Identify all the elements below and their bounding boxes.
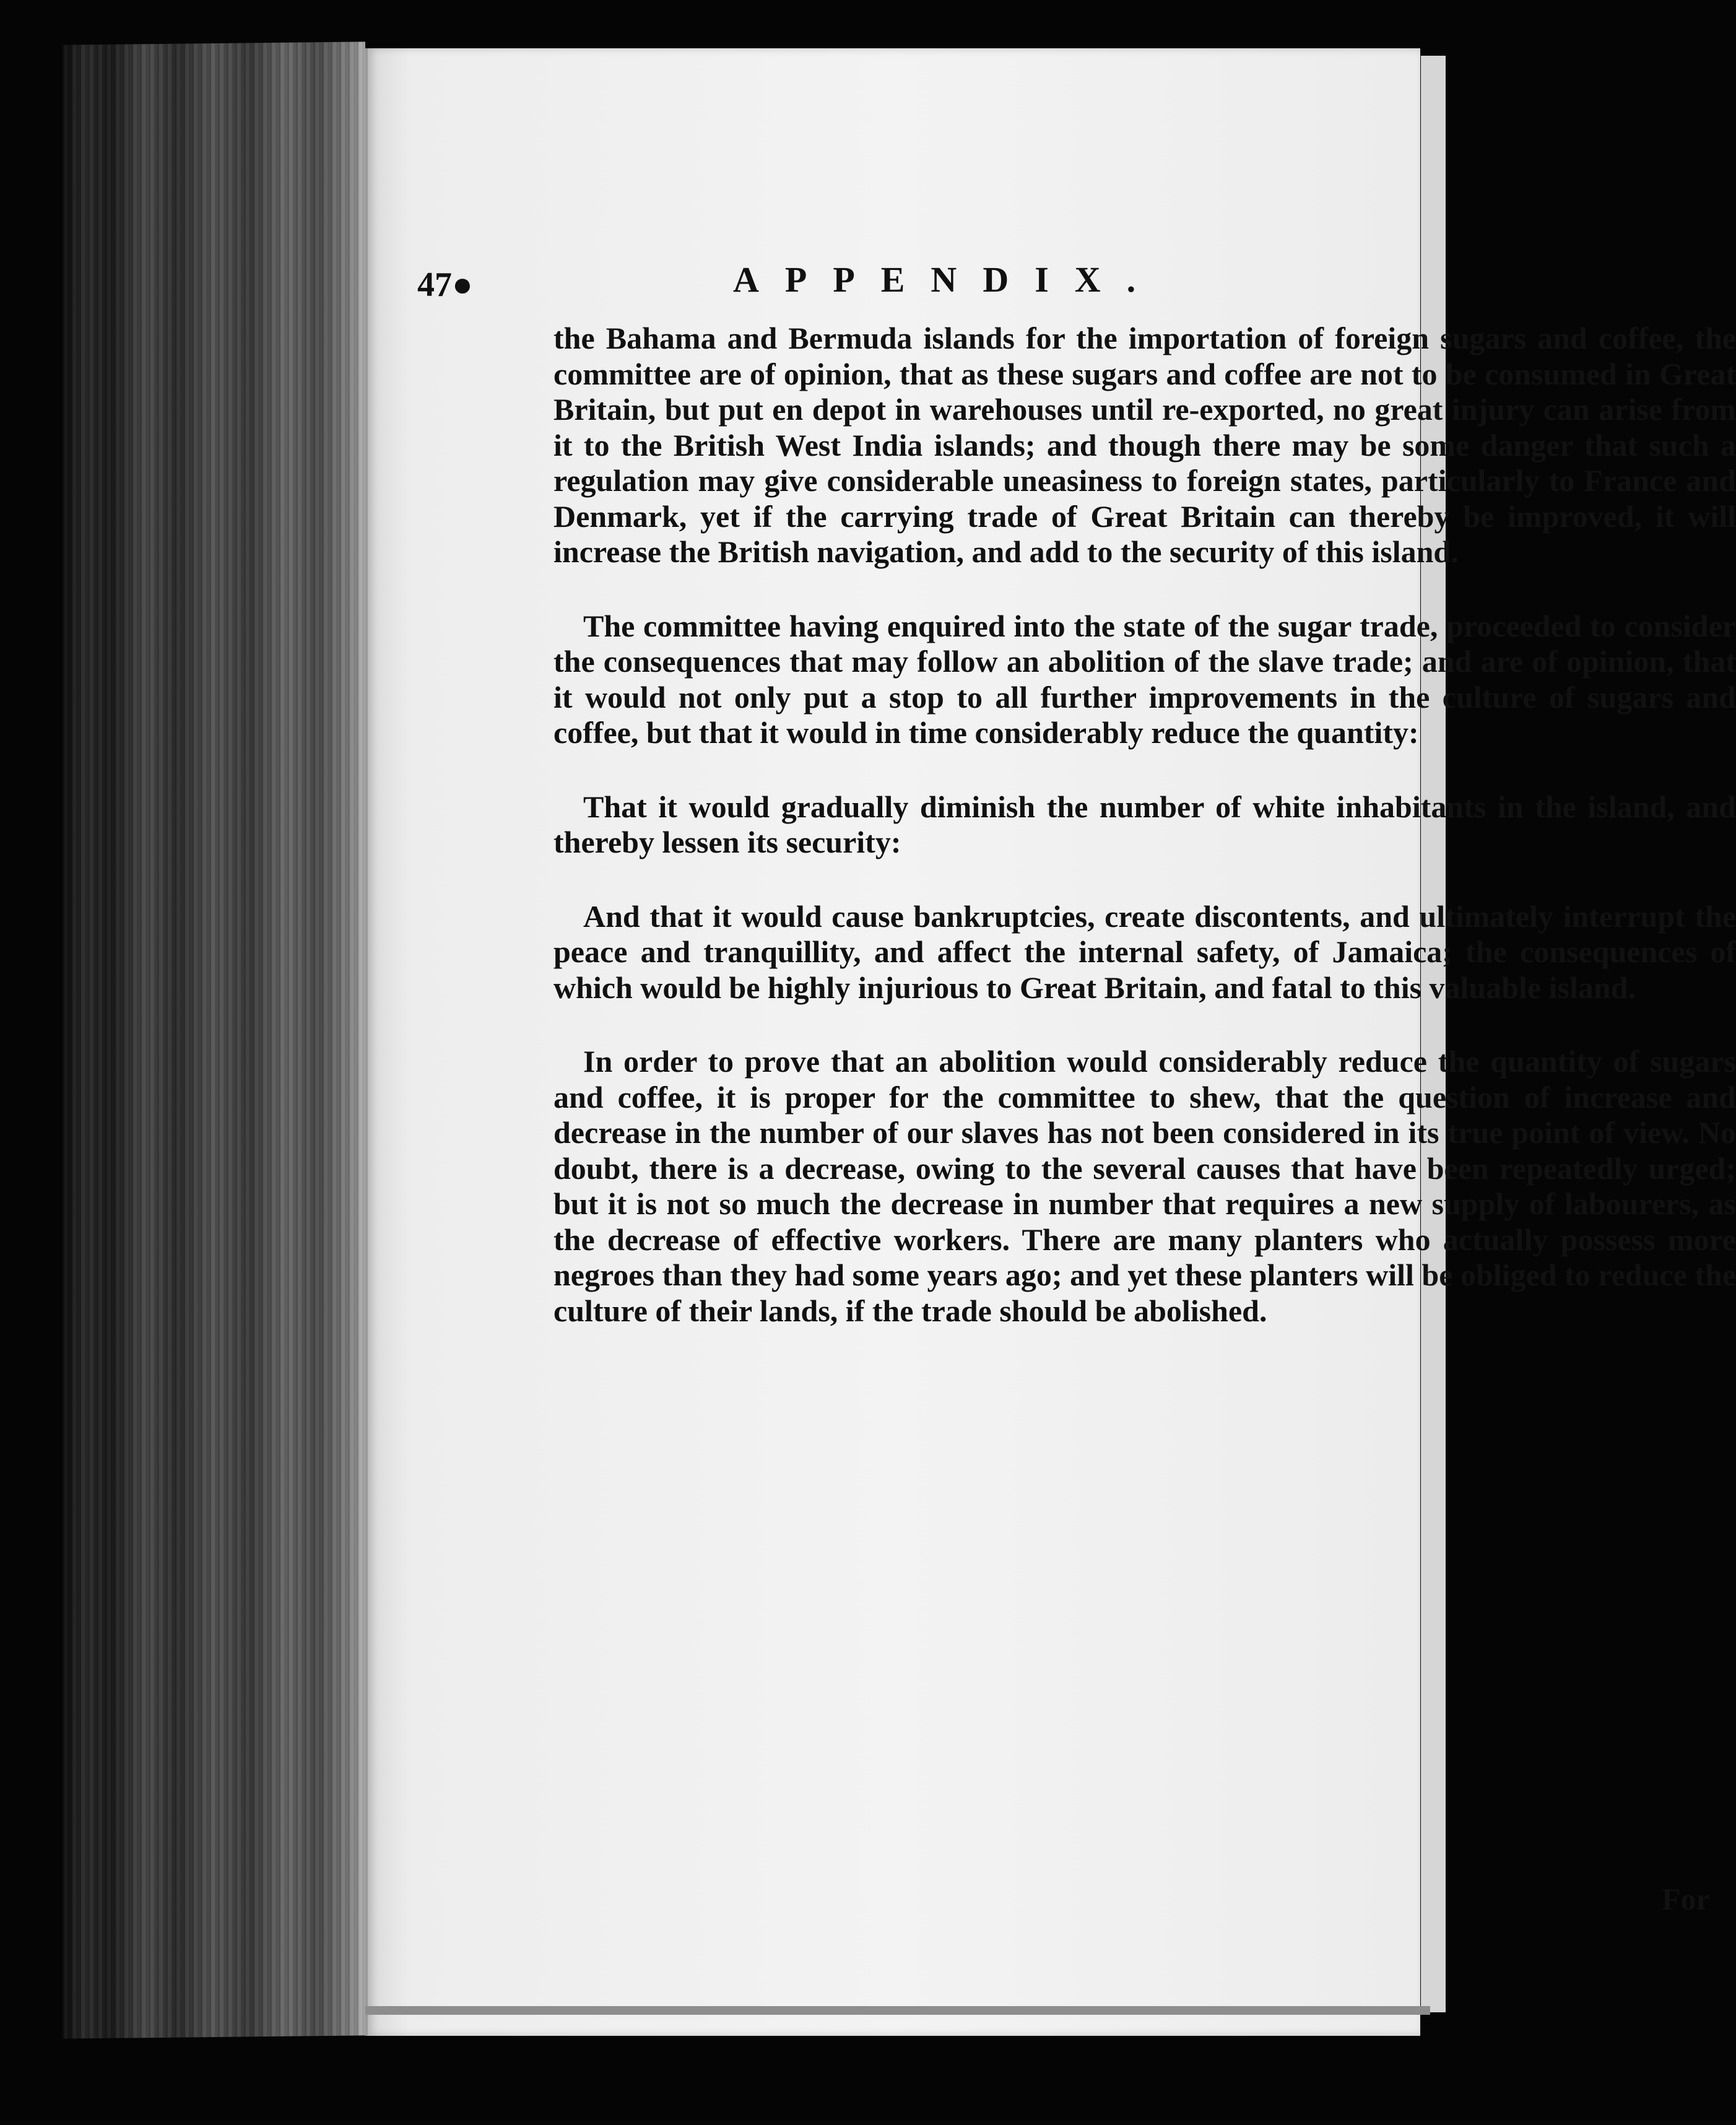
book-edge (62, 41, 365, 2038)
paragraph-2: The committee having enquired into the state of the sugar trade, proceeded to consider the consequences that may follow an abolition of the slave trade; and are of opinion, that it would not only put a stop to all further improvements in the culture of sugars and coffee, but that it would in time considerably reduce the quantity: (553, 608, 1736, 750)
page-bottom-edge (365, 2006, 1430, 2015)
catchword: For (1662, 1882, 1710, 1916)
book-page (365, 48, 1736, 2036)
paragraph-1: the Bahama and Bermuda islands for the importation of foreign sugars and coffee, the committee are of opinion, that as these sugars and coffee are not to be consumed in Great Britain, but put en depot in warehouses until re-exported, no great injury can arise from it to the British West India islands; and though there may be some danger that such a regulation may give considerable uneasiness to foreign states, particularly to France and Denmark, yet if the carrying trade of Great Britain can thereby be improved, it will increase the British navigation, and add to the security of this island. (553, 321, 1736, 569)
paragraph-5: In order to prove that an abolition would considerably reduce the quantity of sugars and coffee, it is proper for the committee to shew, that the question of increase and decrease in the number of our slaves has not been considered in its true point of view. No doubt, there is a decrease, owing to the several causes that have been repeatedly urged; but it is not so much the decrease in number that requires a new supply of labourers, as the decrease of effective workers. There are many planters who actually possess more negroes than they had some years ago; and yet these planters will be obliged to reduce the culture of their lands, if the trade should be abolished. (553, 1044, 1736, 1328)
page-header (368, 215, 1420, 304)
running-head: APPENDIX. (733, 259, 1162, 300)
paragraph-3: That it would gradually diminish the number of white inhabitants in the island, and thereby lessen its security: (553, 789, 1736, 859)
page-number: 47● (417, 266, 473, 304)
body-text (553, 321, 1736, 1367)
paragraph-4: And that it would cause bankruptcies, create discontents, and ultimately interrupt the peace and tranquillity, and affect the internal safety, of Jamaica; the consequences of which would be highly injurious to Great Britain, and fatal to this valuable island. (553, 898, 1736, 1005)
